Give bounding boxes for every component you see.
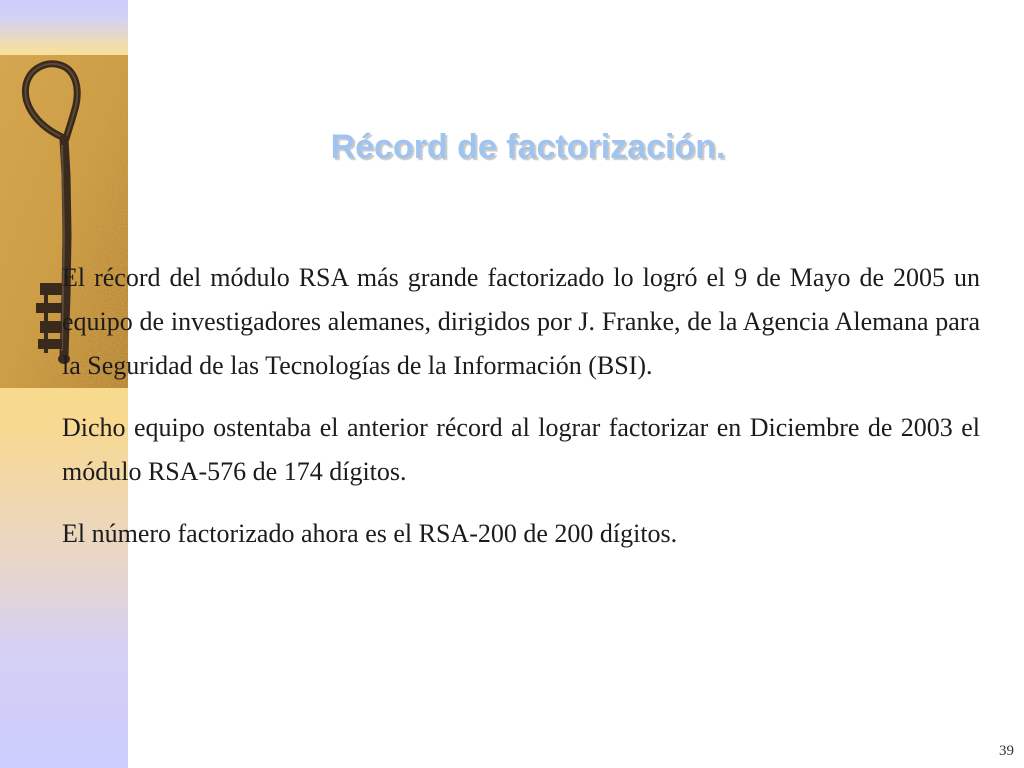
slide-title: Récord de factorización. xyxy=(330,128,726,166)
slide-body xyxy=(62,256,980,574)
page-number: 39 xyxy=(999,743,1014,759)
paragraph: El récord del módulo RSA más grande factorizado lo logró el 9 de Mayo de 2005 un equipo de investigadores alemanes, dirigidos por J. Franke, de la Agencia Alemana para la Seguridad de las Tecnologías de la Información (BSI). xyxy=(62,263,980,380)
paragraph: Dicho equipo ostentaba el anterior récord al lograr factorizar en Diciembre de 2003 el módulo RSA-576 de 174 dígitos. xyxy=(62,413,980,486)
paragraph: El número factorizado ahora es el RSA-200 de 200 dígitos. xyxy=(62,519,678,548)
